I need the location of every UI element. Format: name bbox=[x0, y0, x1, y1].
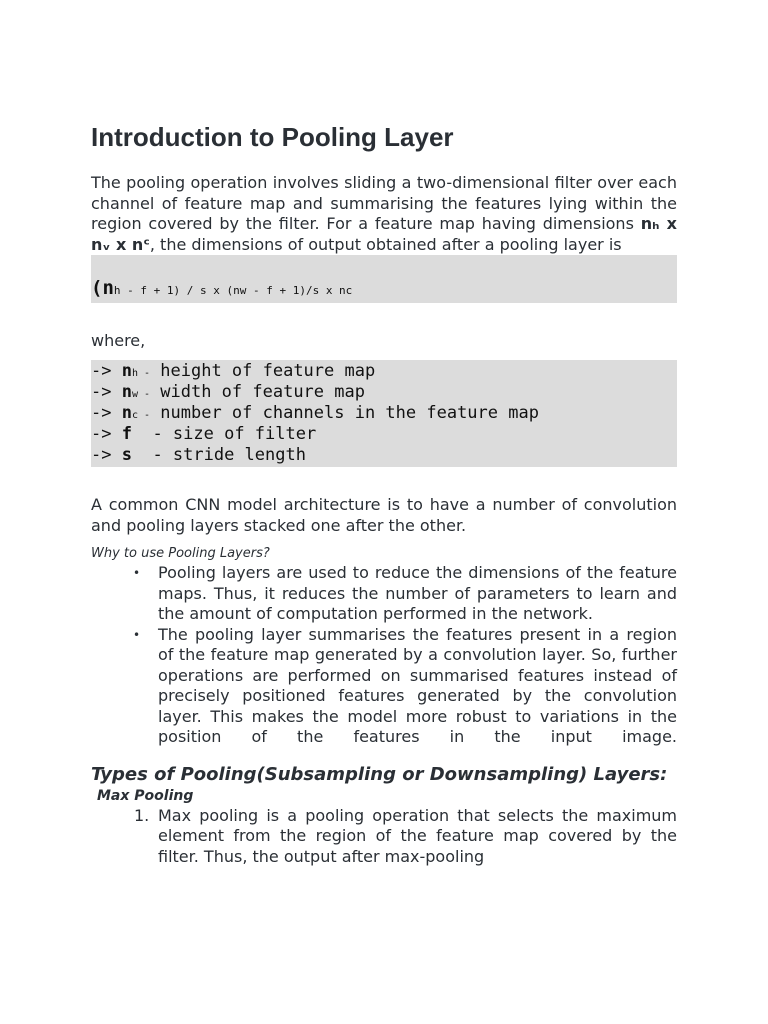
bullet-icon: • bbox=[133, 627, 141, 642]
bullet-text: Pooling layers are used to reduce the dimensions of the feature maps. Thus, it reduces the number of parameters to learn and the amount of computation performed in the network. bbox=[158, 563, 677, 623]
def-description: number of channels in the feature map bbox=[150, 403, 539, 423]
types-heading: Types of Pooling(Subsampling or Downsampling) Layers: bbox=[91, 763, 668, 785]
def-subscript: c - bbox=[131, 410, 151, 421]
where-label: where, bbox=[91, 331, 146, 350]
intro-dimensions: nₕ x nᵥ x nᶜ bbox=[91, 214, 677, 254]
intro-text-part1: The pooling operation involves sliding a two-dimensional filter over each channel of feature map and summarising the features lying within the region covered by the filter. For a feature map having dimensions bbox=[91, 173, 677, 233]
def-symbol: n bbox=[121, 382, 132, 402]
def-description: height of feature map bbox=[150, 361, 376, 381]
reasons-bullet-list bbox=[91, 563, 677, 748]
def-arrow: -> bbox=[91, 382, 122, 402]
formula-block bbox=[91, 255, 677, 303]
definition-line bbox=[91, 424, 677, 445]
list-item bbox=[91, 563, 677, 625]
types-numbered-list bbox=[91, 806, 677, 868]
item-text: Max pooling is a pooling operation that selects the maximum element from the region of the feature map covered by the filter. Thus, the output after max-pooling bbox=[158, 805, 677, 866]
def-symbol: s bbox=[121, 445, 132, 465]
intro-text-part2: , the dimensions of output obtained after a pooling layer is bbox=[149, 234, 622, 254]
formula-open: (n bbox=[91, 277, 114, 299]
def-subscript: w - bbox=[131, 389, 151, 400]
bullet-icon: • bbox=[133, 566, 141, 580]
def-description: - stride length bbox=[131, 445, 306, 465]
definition-line bbox=[91, 361, 677, 382]
def-symbol: n bbox=[121, 361, 132, 381]
bullet-text: The pooling layer summarises the features present in a region of the feature map generated by a convolution layer. So, further operations are performed on summarised features instead of precisely positioned features generated by the convolution layer. This makes the model more robust to variations in the position of the features in the input image. bbox=[158, 624, 677, 746]
definition-line bbox=[91, 403, 677, 424]
list-item bbox=[91, 625, 677, 748]
list-item bbox=[91, 806, 677, 868]
page-title: Introduction to Pooling Layer bbox=[91, 122, 454, 152]
architecture-paragraph: A common CNN model architecture is to have a number of convolution and pooling layers stacked one after the other. bbox=[91, 495, 677, 535]
def-description: width of feature map bbox=[150, 382, 365, 402]
def-arrow: -> bbox=[91, 403, 122, 423]
def-description: - size of filter bbox=[131, 424, 317, 444]
def-arrow: -> bbox=[91, 424, 122, 444]
intro-paragraph bbox=[91, 173, 677, 255]
definition-line bbox=[91, 445, 677, 466]
def-arrow: -> bbox=[91, 361, 122, 381]
item-number: 1. bbox=[134, 805, 150, 825]
definition-line bbox=[91, 382, 677, 403]
def-symbol: n bbox=[121, 403, 132, 423]
formula-rest: - f + 1) / s x (nw - f + 1)/s x nc bbox=[120, 284, 353, 297]
def-arrow: -> bbox=[91, 445, 122, 465]
definitions-code-block bbox=[91, 360, 677, 467]
def-subscript: h - bbox=[131, 368, 151, 379]
max-pooling-heading: Max Pooling bbox=[97, 787, 194, 804]
formula-sub: h bbox=[113, 284, 121, 297]
document-page bbox=[91, 121, 677, 867]
def-symbol: f bbox=[121, 424, 132, 444]
why-heading: Why to use Pooling Layers? bbox=[91, 546, 270, 561]
